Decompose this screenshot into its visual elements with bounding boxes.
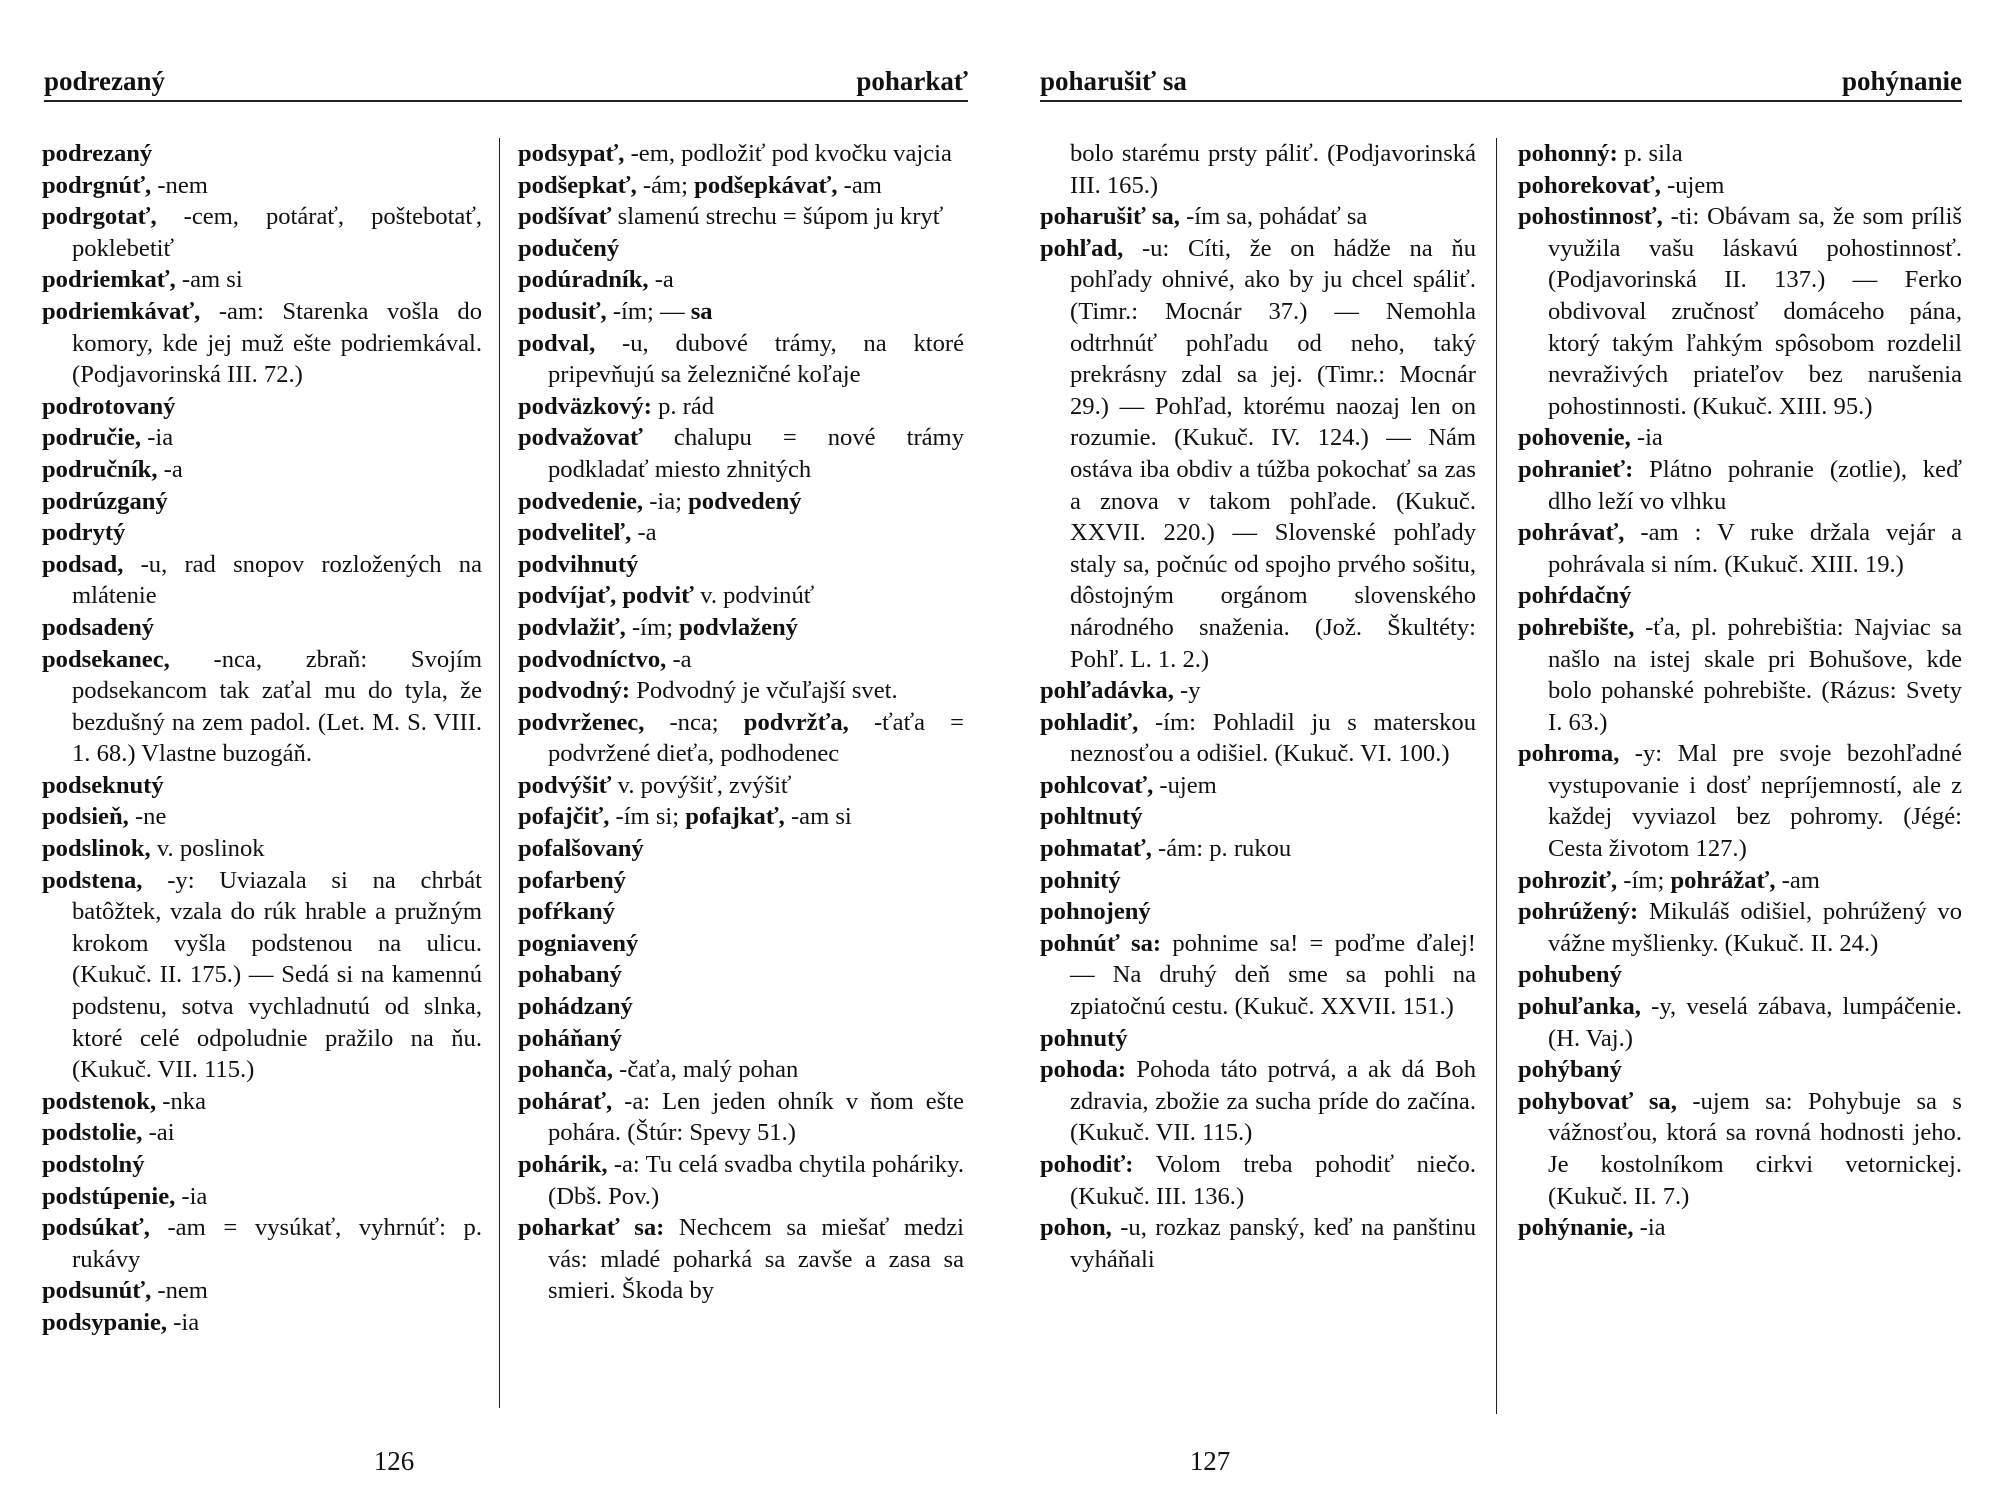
- dictionary-entry: [518, 1086, 964, 1149]
- dictionary-entry: [1518, 517, 1962, 580]
- entry-definition: Podvodný je včuľajší svet.: [630, 677, 898, 705]
- entry-headword: pohnojený: [1040, 898, 1151, 926]
- entry-definition: Nechcem sa miešať medzi vás: mladé poharká sa zavše a zasa sa smieri. Škoda by: [548, 1214, 964, 1305]
- dictionary-entry: [42, 549, 482, 612]
- entry-definition: -ujem: [1153, 771, 1217, 799]
- entry-definition: v. povýšiť, zvýšiť: [611, 771, 792, 799]
- dictionary-entry: [1518, 896, 1962, 959]
- dictionary-entry: [42, 770, 482, 802]
- dictionary-entry: [42, 833, 482, 865]
- dictionary-entry: [518, 486, 964, 518]
- dictionary-entry: [518, 707, 964, 770]
- entry-headword: podvažovať: [518, 424, 643, 452]
- entry-definition: -a: [157, 455, 183, 483]
- dictionary-entry: [1518, 1212, 1962, 1244]
- entry-definition: -ia: [175, 1182, 208, 1210]
- dictionary-entry: [42, 422, 482, 454]
- dictionary-entry: [518, 264, 964, 296]
- entry-headword: podvodný:: [518, 677, 631, 705]
- entry-definition: -ťa, pl. pohrebištia: Najviac sa našlo na istej skale pri Bohušove, kde bolo pohanské pohrebište. (Rázus: Svety I. 63.): [1548, 613, 1962, 736]
- entry-definition: -a: [666, 645, 692, 673]
- dictionary-entry: [518, 1212, 964, 1307]
- dictionary-entry: [1040, 865, 1476, 897]
- column-b: [1518, 138, 1962, 1244]
- running-head-first-entry: poharušiť sa: [1040, 66, 1187, 96]
- entry-headword: pofŕkaný: [518, 898, 616, 926]
- dictionary-entry: [518, 865, 964, 897]
- entry-headword: podriemkávať,: [42, 297, 201, 325]
- entry-definition: -u, rozkaz panský, keď na panštinu vyháňali: [1070, 1214, 1476, 1273]
- entry-headword: podsadený: [42, 613, 155, 641]
- entry-definition: -nca, zbraň: Svojím podsekancom tak zaťal mu do tyla, že bezdušný na zem padol. (Let. M. S. VIII. 1. 68.) Vlastne buzogáň.: [72, 645, 482, 768]
- entry-definition: -ai: [142, 1119, 175, 1147]
- entry-definition: -am si: [175, 266, 243, 294]
- entry-definition: -ám;: [636, 171, 695, 199]
- entry-headword: podsekanec,: [42, 645, 170, 673]
- right-page: [998, 0, 1996, 1500]
- dictionary-entry: [1518, 422, 1962, 454]
- dictionary-entry: [1040, 675, 1476, 707]
- entry-headword: podslinok,: [42, 835, 151, 863]
- entry-headword: podstena,: [42, 866, 143, 894]
- dictionary-entry: [518, 1054, 964, 1086]
- entry-headword: pohádzaný: [518, 993, 633, 1021]
- entry-headword: pohladiť,: [1040, 708, 1139, 736]
- entry-headword: pohranieť:: [1518, 455, 1634, 483]
- entry-definition: -ia: [1633, 1214, 1666, 1242]
- dictionary-entry: [1518, 580, 1962, 612]
- entry-headword: podusiť,: [518, 297, 607, 325]
- entry-definition: -ti: Obávam sa, že som príliš využila vašu láskavú pohostinnosť. (Podjavorinská II. 137.) — Ferko obdivoval zručnosť domáceho pána, ktorý takým ľahkým spôsobom rozdelil nevraživých priateľov bez narušenia pohostinnosti. (Kukuč. XIII. 95.): [1548, 203, 1962, 420]
- dictionary-entry: [518, 549, 964, 581]
- entry-definition: -ia: [141, 424, 174, 452]
- entry-headword: podsúkať,: [42, 1214, 150, 1242]
- entry-headword: pohrebište,: [1518, 613, 1635, 641]
- entry-definition: -am : V ruke držala vejár a pohrávala si ním. (Kukuč. XIII. 19.): [1548, 519, 1962, 578]
- dictionary-entry: [42, 486, 482, 518]
- entry-headword: podstolný: [42, 1151, 145, 1178]
- entry-definition: -ím; —: [606, 297, 691, 325]
- entry-headword: podvlažený: [679, 613, 798, 641]
- entry-definition: -y: Uviazala si na chrbát batôžtek, vzala do rúk hrable a pružným krokom vyšla podstenou na ulicu. (Kukuč. II. 175.) — Sedá si na kamennú podstenu, sotva vychladnutú od slnka, ktoré celé odpoludnie pražilo na ňu. (Kukuč. VII. 115.): [72, 866, 482, 1084]
- entry-definition: -u, dubové trámy, na ktoré pripevňujú sa železničné koľaje: [548, 329, 964, 389]
- dictionary-entry: [42, 1086, 482, 1118]
- entry-definition: pohnime sa! = poďme ďalej! — Na druhý deň sme sa pohli na zpiatočnú cestu. (Kukuč. XXVII. 151.): [1070, 929, 1476, 1021]
- entry-headword: podvodníctvo,: [518, 645, 667, 673]
- dictionary-entry: [518, 644, 964, 676]
- entry-definition: -a: Tu celá svadba chytila poháriky. (Dbš. Pov.): [548, 1151, 964, 1210]
- dictionary-entry: [42, 264, 482, 296]
- column-a: [1040, 138, 1476, 1275]
- entry-definition: -a: [631, 519, 657, 547]
- entry-definition: -ujem sa: Pohybuje sa s vážnosťou, ktorá sa rovná hodnosti jeho. Je kostolníkom cirkvi vetornickej. (Kukuč. II. 7.): [1548, 1087, 1963, 1210]
- entry-headword: pohodiť:: [1040, 1151, 1134, 1178]
- entry-headword: pohnutý: [1040, 1024, 1128, 1052]
- entry-definition: -ím;: [625, 613, 680, 641]
- entry-headword: podvihnutý: [518, 550, 639, 578]
- dictionary-entry: [518, 991, 964, 1023]
- entry-headword: podšepkať,: [518, 171, 637, 199]
- entry-headword: pohanča,: [518, 1056, 613, 1084]
- entry-headword: podval,: [518, 329, 596, 357]
- entry-headword: pohnitý: [1040, 866, 1121, 894]
- entry-definition: -nca;: [644, 708, 744, 736]
- dictionary-entry: [518, 1149, 964, 1212]
- running-head-first-entry: podrezaný: [44, 66, 166, 96]
- dictionary-entry: [518, 233, 964, 265]
- entry-headword: pohorekovať,: [1518, 171, 1661, 199]
- dictionary-entry: [518, 896, 964, 928]
- entry-headword: pohľadávka,: [1040, 677, 1174, 705]
- entry-headword: podriemkať,: [42, 266, 176, 294]
- entry-definition: Mikuláš odišiel, pohrúžený vo vážne myšlienky. (Kukuč. II. 24.): [1548, 898, 1962, 957]
- entry-headword: pofalšovaný: [518, 835, 644, 863]
- entry-headword: podrezaný: [42, 140, 153, 167]
- entry-headword: poharkať sa:: [518, 1214, 665, 1242]
- dictionary-entry: [42, 1117, 482, 1149]
- dictionary-entry: [42, 644, 482, 770]
- dictionary-entry: [42, 138, 482, 170]
- dictionary-entry: [1040, 1054, 1476, 1149]
- dictionary-entry: [1518, 201, 1962, 422]
- entry-definition: -nem: [151, 171, 208, 199]
- dictionary-entry: [42, 1212, 482, 1275]
- entry-headword: pohýbaný: [1518, 1056, 1622, 1084]
- dictionary-entry: [42, 801, 482, 833]
- entry-headword: pohovenie,: [1518, 424, 1631, 452]
- entry-headword: podstolie,: [42, 1119, 143, 1147]
- entry-definition: -y: [1173, 677, 1201, 705]
- entry-headword: podsunúť,: [42, 1277, 152, 1305]
- entry-headword: pohŕdačný: [1518, 582, 1632, 610]
- dictionary-entry: [518, 201, 964, 233]
- dictionary-entry: [42, 201, 482, 264]
- entry-definition: -a: [648, 266, 674, 294]
- dictionary-entry: [518, 422, 964, 485]
- entry-headword: pohlcovať,: [1040, 771, 1154, 799]
- entry-headword: pohuľanka,: [1518, 993, 1641, 1021]
- entry-definition: -nka: [156, 1087, 206, 1115]
- entry-headword: pohrážať,: [1670, 866, 1776, 894]
- entry-headword: pohmatať,: [1040, 835, 1152, 863]
- entry-headword: podvýšiť: [518, 771, 612, 799]
- dictionary-entry: [1040, 928, 1476, 1023]
- dictionary-entry: [42, 865, 482, 1086]
- entry-definition: -ím sa, pohádať sa: [1179, 203, 1368, 231]
- dictionary-entry: [1518, 454, 1962, 517]
- entry-headword: podsad,: [42, 550, 124, 578]
- dictionary-entry: [1040, 138, 1476, 201]
- entry-headword: pohoda:: [1040, 1056, 1127, 1084]
- entry-definition: Pohoda táto potrvá, a ak dá Boh zdravia, zbožie za sucha príde do začína. (Kukuč. VII. 115.): [1070, 1056, 1476, 1147]
- entry-headword: pohonný:: [1518, 140, 1618, 167]
- dictionary-entry: [518, 770, 964, 802]
- entry-headword: podvedenie,: [518, 487, 644, 515]
- entry-headword: podvlažiť,: [518, 613, 626, 641]
- dictionary-entry: [42, 454, 482, 486]
- entry-definition: -a: Len jeden ohník v ňom ešte pohára. (Štúr: Spevy 51.): [548, 1087, 964, 1147]
- dictionary-entry: [1040, 801, 1476, 833]
- entry-definition: -ne: [128, 803, 167, 831]
- entry-headword: pofajkať,: [685, 803, 785, 831]
- entry-headword: pofajčiť,: [518, 803, 610, 831]
- entry-definition: v. poslinok: [150, 835, 265, 863]
- dictionary-entry: [1518, 991, 1962, 1054]
- dictionary-entry: [1040, 233, 1476, 675]
- running-head: [1040, 64, 1962, 102]
- entry-definition: -am: [837, 171, 882, 199]
- dictionary-entry: [1040, 770, 1476, 802]
- entry-definition: Volom treba pohodiť niečo. (Kukuč. III. 136.): [1070, 1151, 1476, 1210]
- entry-definition: -ám: p. rukou: [1151, 835, 1292, 863]
- dictionary-entry: [518, 517, 964, 549]
- entry-headword: podväzkový:: [518, 392, 652, 420]
- entry-definition: p. sila: [1617, 140, 1683, 167]
- entry-headword: pohľad,: [1040, 234, 1124, 262]
- entry-definition: -čaťa, malý pohan: [613, 1056, 799, 1084]
- dictionary-entry: [1518, 738, 1962, 864]
- entry-headword: podrgnúť,: [42, 171, 152, 199]
- dictionary-entry: [1518, 612, 1962, 738]
- entry-headword: podvíjať, podviť: [518, 582, 694, 610]
- entry-definition: -em, podložiť pod kvočku vajcia: [624, 140, 952, 167]
- column-b: [518, 138, 964, 1307]
- entry-definition: p. rád: [651, 392, 715, 420]
- entry-headword: poharušiť sa,: [1040, 203, 1180, 231]
- entry-definition: -ia: [167, 1308, 200, 1336]
- dictionary-entry: [1518, 170, 1962, 202]
- entry-headword: podsypanie,: [42, 1308, 168, 1336]
- entry-definition: -ťaťa = podvržené dieťa, podhodenec: [548, 708, 964, 768]
- entry-headword: pohabaný: [518, 961, 622, 989]
- entry-definition: Plátno pohranie (zotlie), keď dlho leží vo vlhku: [1548, 455, 1962, 515]
- entry-headword: podvedený: [688, 487, 802, 515]
- entry-definition: -am: Starenka vošla do komory, kde jej muž ešte podriemkával. (Podjavorinská III. 72.): [72, 297, 482, 389]
- entry-definition: bolo starému prsty páliť. (Podjavorinská III. 165.): [1070, 140, 1476, 199]
- dictionary-entry: [42, 296, 482, 391]
- entry-definition: -am: [1775, 866, 1820, 894]
- dictionary-entry: [1040, 707, 1476, 770]
- entry-definition: chalupu = nové trámy podkladať miesto zhnitých: [548, 424, 964, 483]
- entry-headword: pohon,: [1040, 1214, 1112, 1242]
- entry-headword: pohroziť,: [1518, 866, 1618, 894]
- entry-headword: pohárik,: [518, 1151, 608, 1178]
- entry-headword: pohybovať sa,: [1518, 1087, 1677, 1115]
- dictionary-entry: [1518, 1054, 1962, 1086]
- entry-headword: podseknutý: [42, 771, 164, 799]
- column-divider: [1496, 138, 1497, 1414]
- column-divider: [499, 138, 500, 1408]
- entry-headword: pohubený: [1518, 961, 1622, 989]
- dictionary-entry: [42, 1275, 482, 1307]
- dictionary-entry: [1518, 865, 1962, 897]
- dictionary-entry: [1040, 201, 1476, 233]
- dictionary-entry: [518, 959, 964, 991]
- dictionary-entry: [518, 612, 964, 644]
- dictionary-entry: [518, 391, 964, 423]
- entry-headword: pohrúžený:: [1518, 898, 1639, 926]
- entry-headword: podšívať: [518, 203, 612, 231]
- page-number: 126: [373, 1446, 415, 1476]
- dictionary-entry: [518, 675, 964, 707]
- entry-headword: pohárať,: [518, 1087, 613, 1115]
- entry-definition: -am = vysúkať, vyhrnúť: p. rukávy: [72, 1214, 482, 1273]
- dictionary-entry: [518, 580, 964, 612]
- entry-headword: podrytý: [42, 519, 126, 547]
- running-head: [44, 64, 968, 102]
- dictionary-entry: [42, 612, 482, 644]
- entry-definition: -ia;: [643, 487, 689, 515]
- entry-headword: podstenok,: [42, 1087, 157, 1115]
- running-head-last-entry: poharkať: [856, 66, 968, 96]
- entry-definition: -ím: Pohladil ju s materskou neznosťou a odišiel. (Kukuč. VI. 100.): [1070, 708, 1476, 768]
- dictionary-entry: [1040, 1149, 1476, 1212]
- entry-headword: podrgotať,: [42, 203, 157, 231]
- entry-definition: -y: Mal pre svoje bezohľadné vystupovanie i dosť nepríjemností, ale z každej vyviazol bez pohromy. (Jégé: Cesta životom 127.): [1548, 740, 1962, 863]
- entry-headword: podsieň,: [42, 803, 129, 831]
- entry-headword: podrúzganý: [42, 487, 168, 515]
- dictionary-entry: [1040, 1023, 1476, 1055]
- entry-headword: sa: [690, 297, 713, 325]
- entry-definition: slamenú strechu = šúpom ju kryť: [611, 203, 944, 231]
- dictionary-entry: [518, 833, 964, 865]
- entry-headword: podsypať,: [518, 140, 625, 167]
- entry-definition: -ím si;: [609, 803, 686, 831]
- entry-headword: pogniavený: [518, 929, 639, 957]
- dictionary-entry: [42, 170, 482, 202]
- column-a: [42, 138, 482, 1339]
- dictionary-entry: [1518, 1086, 1962, 1212]
- entry-headword: podvržťa,: [743, 708, 849, 736]
- entry-definition: -y, veselá zábava, lumpáčenie. (H. Vaj.): [1548, 993, 1962, 1052]
- dictionary-entry: [1040, 896, 1476, 928]
- entry-definition: -am si: [784, 803, 852, 831]
- entry-definition: -nem: [151, 1277, 208, 1305]
- dictionary-entry: [1040, 833, 1476, 865]
- dictionary-entry: [518, 138, 964, 170]
- dictionary-entry: [1518, 959, 1962, 991]
- entry-headword: područie,: [42, 424, 142, 452]
- entry-headword: poháňaný: [518, 1024, 622, 1052]
- entry-definition: -cem, potárať, poštebotať, poklebetiť: [72, 203, 482, 262]
- dictionary-entry: [42, 1181, 482, 1213]
- entry-headword: podšepkávať,: [694, 171, 838, 199]
- entry-definition: -ím;: [1617, 866, 1671, 894]
- entry-headword: podveliteľ,: [518, 519, 632, 547]
- entry-headword: pohýnanie,: [1518, 1214, 1634, 1242]
- entry-definition: -u: Cíti, že on hádže na ňu pohľady ohnivé, ako by ju chcel spáliť. (Timr.: Mocnár 37.) — Nemohla odtrhnúť pohľadu od neho, taký prekrásny zdal sa jej. (Timr.: Mocnár 29.) — Pohľad, ktorému naozaj len on rozumie. (Kukuč. IV. 124.) — Nám ostáva iba obdiv a túžba pokochať sa zas a znova v takom pohľade. (Kukuč. XXVII. 220.) — Slovenské pohľady staly sa, počnúc od spojho prvého sošitu, dôstojným orgánom slovenského národného snaženia. (Jož. Škultéty: Pohľ. L. 1. 2.): [1070, 234, 1476, 673]
- entry-headword: podvrženec,: [518, 708, 645, 736]
- entry-headword: pohrávať,: [1518, 519, 1625, 547]
- dictionary-entry: [42, 391, 482, 423]
- dictionary-entry: [518, 170, 964, 202]
- entry-definition: -ujem: [1660, 171, 1725, 199]
- entry-headword: podučený: [518, 234, 620, 262]
- entry-headword: područník,: [42, 455, 158, 483]
- entry-definition: v. podvinúť: [693, 582, 815, 610]
- dictionary-entry: [518, 328, 964, 391]
- entry-headword: podstúpenie,: [42, 1182, 176, 1210]
- entry-headword: podúradník,: [518, 266, 649, 294]
- entry-headword: pohltnutý: [1040, 803, 1143, 831]
- dictionary-entry: [518, 801, 964, 833]
- dictionary-entry: [518, 296, 964, 328]
- dictionary-entry: [518, 928, 964, 960]
- running-head-last-entry: pohýnanie: [1841, 66, 1962, 96]
- entry-headword: pohostinnosť,: [1518, 203, 1663, 231]
- entry-headword: pohnúť sa:: [1040, 929, 1162, 957]
- page-number: 127: [1189, 1446, 1231, 1476]
- entry-definition: -u, rad snopov rozložených na mlátenie: [72, 550, 482, 610]
- entry-headword: pohroma,: [1518, 740, 1620, 768]
- entry-headword: podrotovaný: [42, 392, 176, 420]
- entry-headword: pofarbený: [518, 866, 626, 894]
- dictionary-entry: [42, 517, 482, 549]
- dictionary-entry: [518, 1023, 964, 1055]
- dictionary-entry: [1040, 1212, 1476, 1275]
- dictionary-entry: [42, 1307, 482, 1339]
- dictionary-entry: [1518, 138, 1962, 170]
- entry-definition: -ia: [1630, 424, 1663, 452]
- dictionary-entry: [42, 1149, 482, 1181]
